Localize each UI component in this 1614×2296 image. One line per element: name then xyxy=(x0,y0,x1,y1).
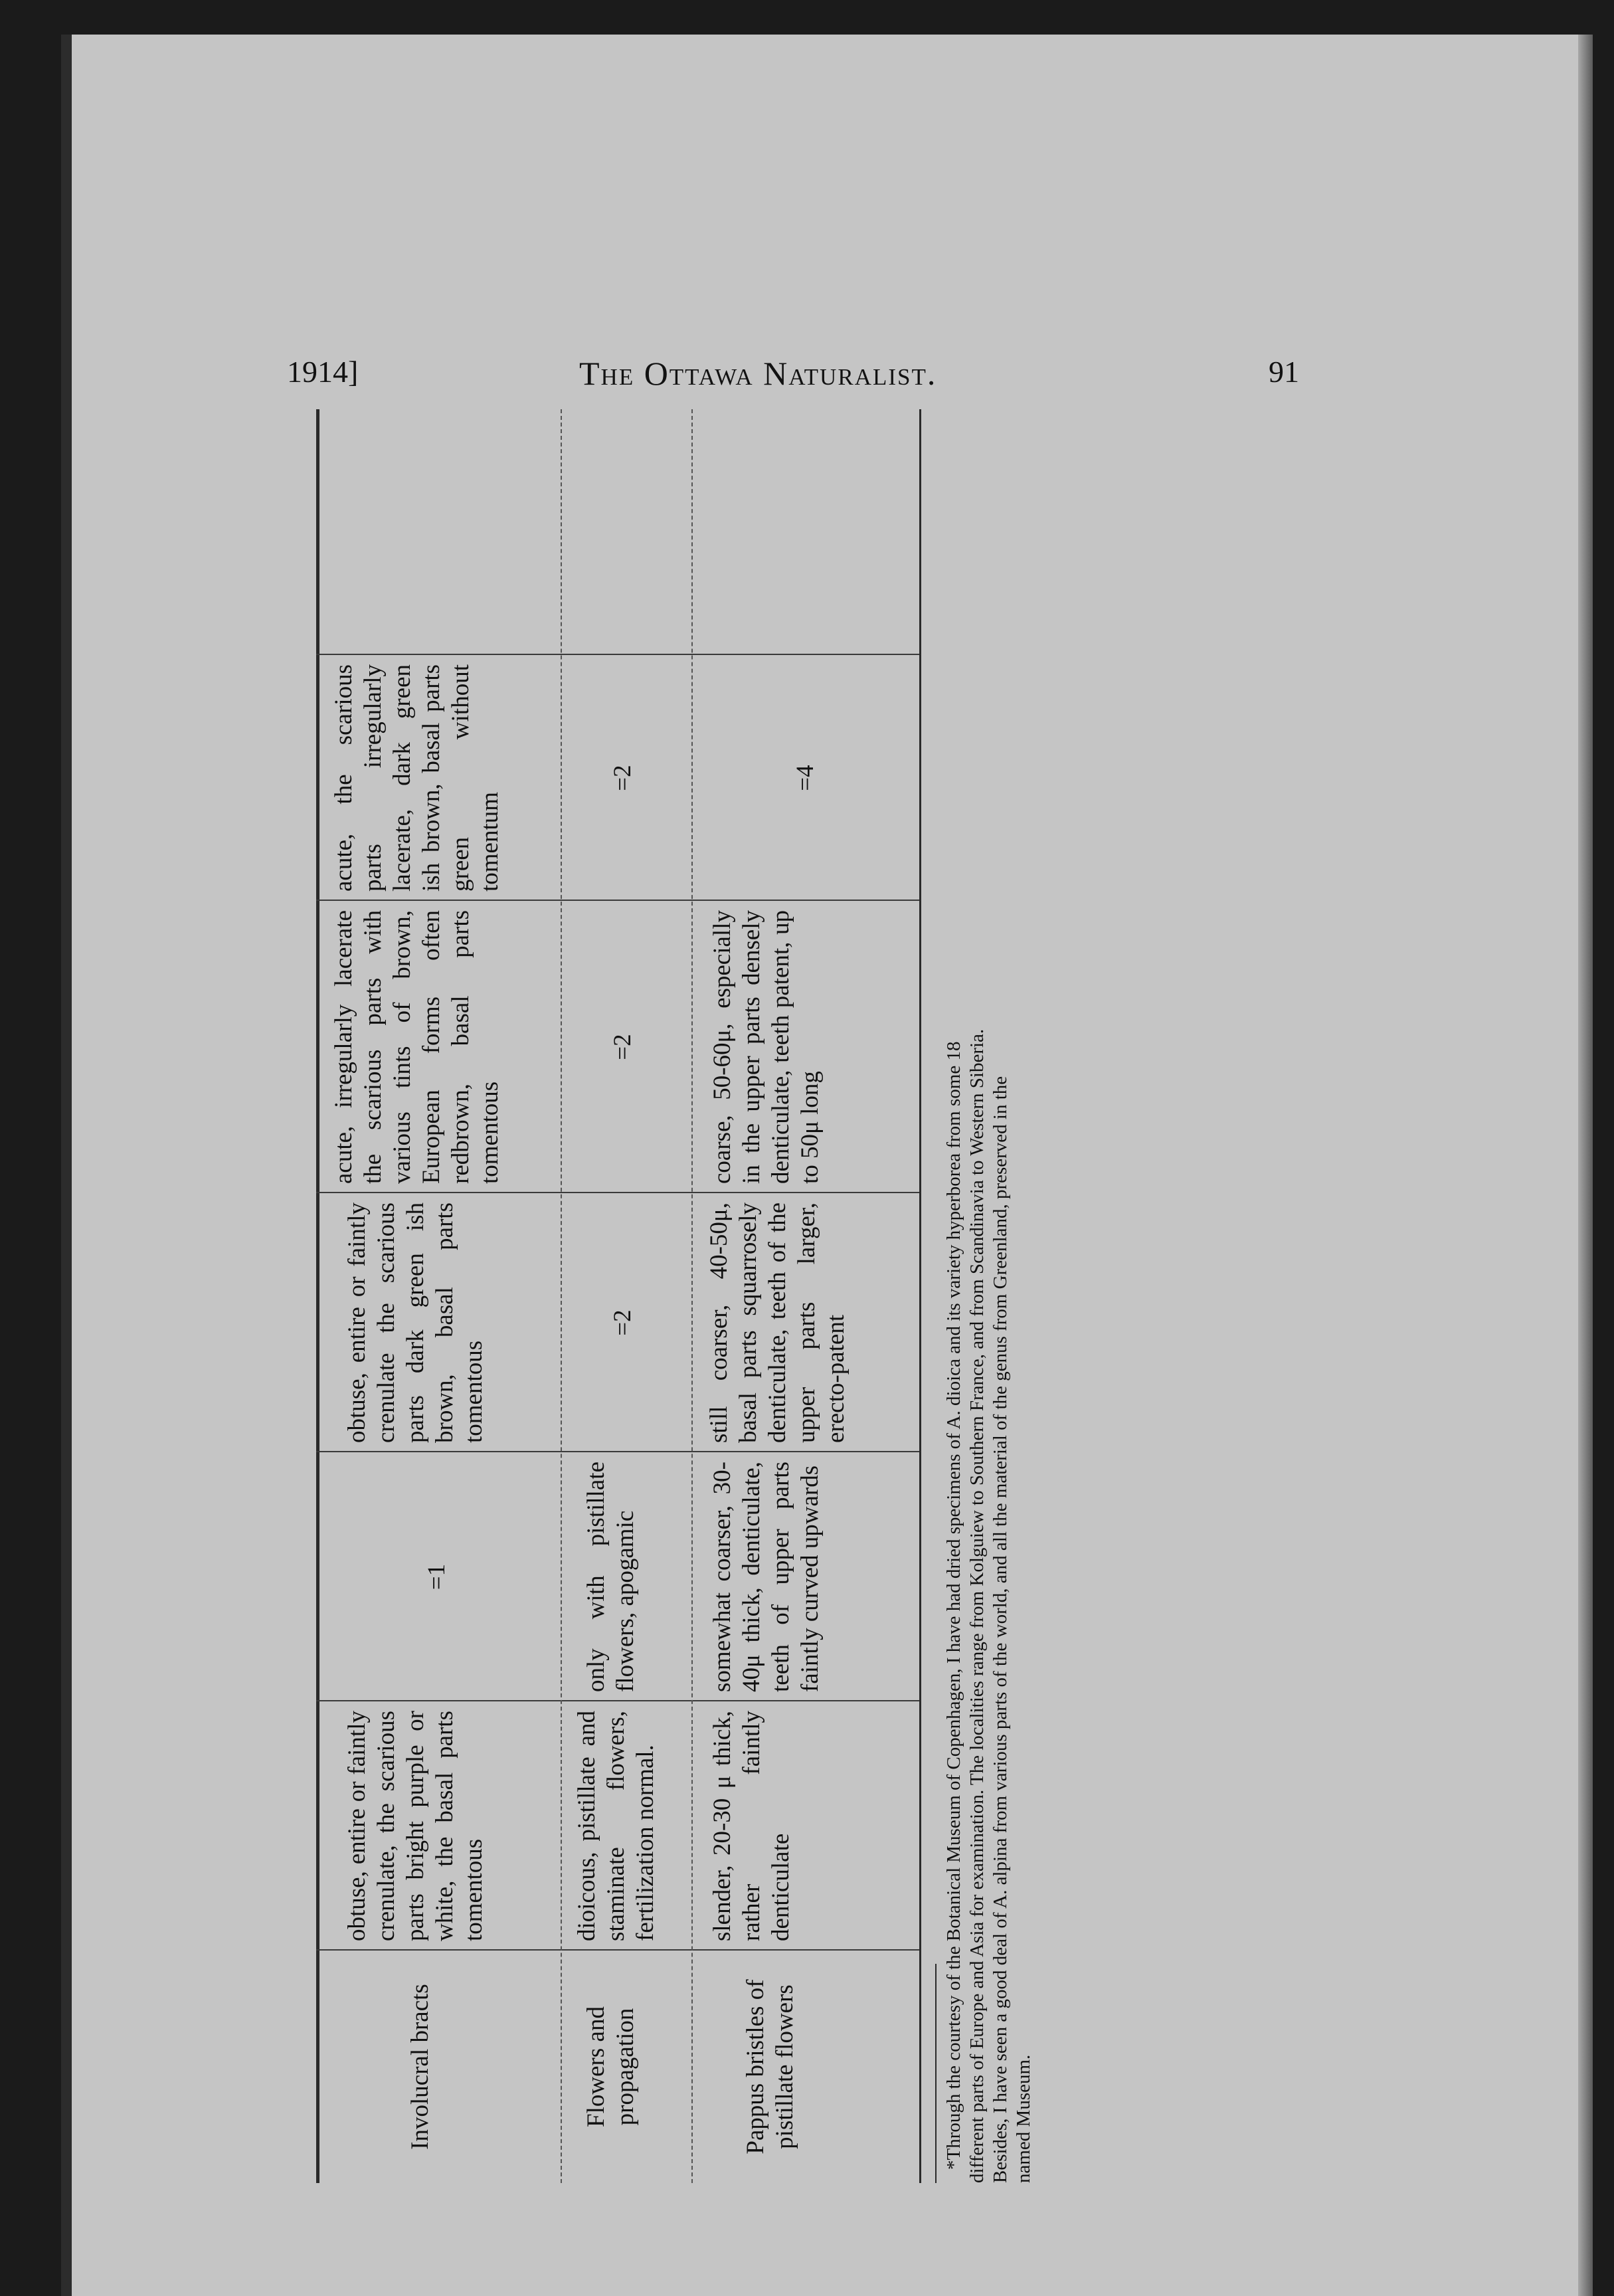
table-cell: =2 xyxy=(609,1034,636,1060)
running-head-journal-title: The Ottawa Naturalist. xyxy=(579,355,937,392)
table-bottom-rule xyxy=(919,409,921,2183)
table-cell: =1 xyxy=(423,1563,450,1590)
table-cell: coarse, 50-60μ, especially in the upper parts densely denticulate, teeth patent, up to 50μ long xyxy=(709,910,824,1184)
table-cell: only with pistillate flowers, apogamic xyxy=(583,1462,639,1692)
table-cell: slender, 20-30 μ thick, rather faintly denticulate xyxy=(709,1711,794,1941)
page-number: 91 xyxy=(1269,355,1299,389)
running-head-year: 1914] xyxy=(287,355,359,389)
column-separator xyxy=(316,1192,919,1193)
page-right-edge xyxy=(1578,35,1593,2296)
table-cell: acute, the scarious parts irregularly lacerate, dark green ish brown, basal parts green without tomentum xyxy=(330,664,503,892)
row-separator xyxy=(561,409,562,2183)
footnote-line: different parts of Europe and Asia for examination. The localities range from Kolguiew to Southern France, and from Scandinavia to Western Siberia. xyxy=(966,1028,988,2183)
column-separator xyxy=(316,1700,919,1701)
table-cell: =2 xyxy=(609,765,636,791)
page-binding-edge xyxy=(61,35,72,2296)
column-separator xyxy=(316,1451,919,1452)
row-label-flowers-propagation: Flowers and propagation xyxy=(583,2006,639,2127)
column-separator xyxy=(316,654,919,655)
column-separator xyxy=(316,900,919,901)
footnote-rule xyxy=(935,1964,937,2183)
table-cell: obtuse, entire or faintly crenulate the scarious parts dark green ish brown, basal parts tomentous xyxy=(343,1202,488,1443)
footnote-line: named Museum. xyxy=(1013,2054,1034,2183)
table-cell: =2 xyxy=(609,1309,636,1336)
table-top-rule xyxy=(316,409,319,2183)
table-cell: obtuse, entire or faintly crenulate, the scarious parts bright purple or white, the basal parts tomentous xyxy=(343,1711,488,1941)
scanned-page xyxy=(61,35,1593,2296)
table-cell: =4 xyxy=(792,765,819,791)
footnote-line: Besides, I have seen a good deal of A. alpina from various parts of the world, and all the material of the genus from Greenland, preserved in the xyxy=(990,1076,1011,2183)
rotated-comparison-table xyxy=(316,389,1047,2183)
row-label-involucral-bracts: Involucral bracts xyxy=(406,1984,434,2150)
table-cell: still coarser, 40-50μ, basal parts squarrosely denticulate, teeth of the upper parts larger, erecto-patent xyxy=(705,1202,850,1443)
table-cell: dioicous, pistillate and staminate flowers, fertilization normal. xyxy=(573,1711,659,1941)
table-cell: acute, irregularly lacerate the scarious parts with various tints of brown, European forms often redbrown, basal parts tomentous xyxy=(330,910,503,1184)
footnote-line: *Through the courtesy of the Botanical Museum of Copenhagen, I have had dried specimens of A. dioica and its variety hyperborea from some 18 xyxy=(943,1041,964,2170)
table-cell: somewhat coarser, 30-40μ thick, denticulate, teeth of upper parts faintly curved upwards xyxy=(709,1462,824,1692)
row-label-pappus-bristles: Pappus bristles of pistillate flowers xyxy=(742,1979,798,2154)
row-separator xyxy=(691,409,693,2183)
column-separator xyxy=(316,1949,919,1951)
